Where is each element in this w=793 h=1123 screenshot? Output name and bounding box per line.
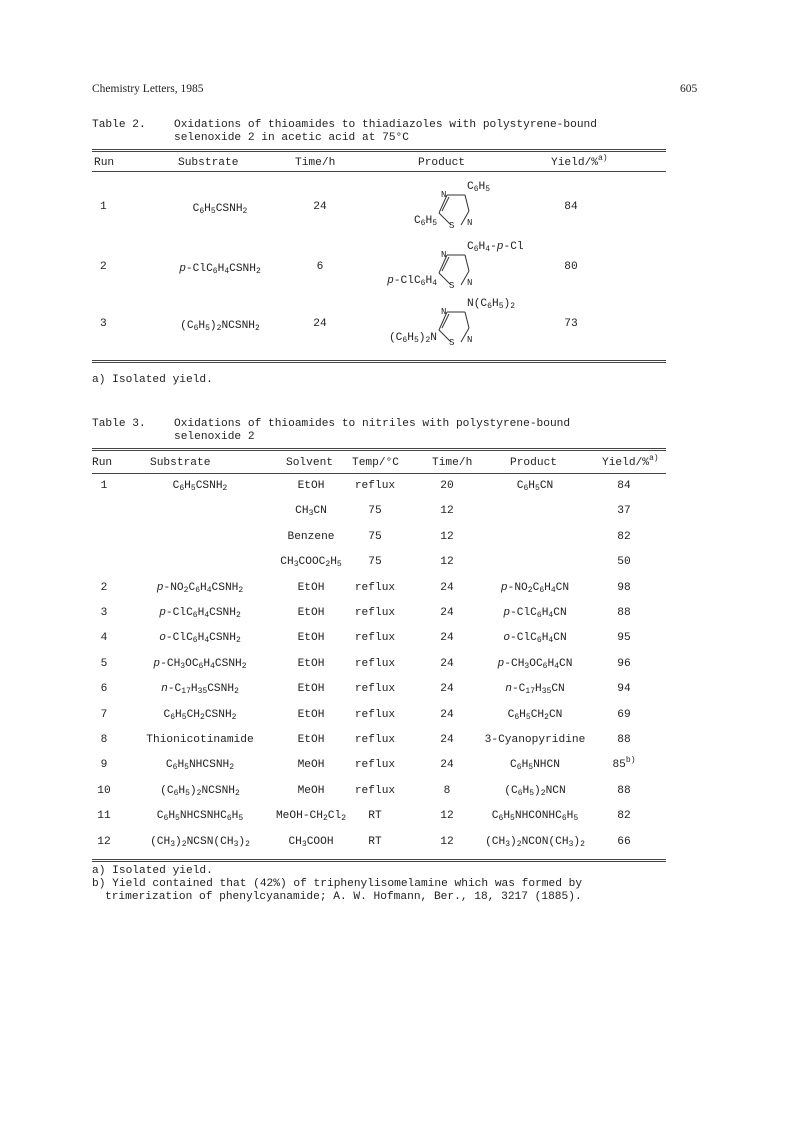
table3-solvent: MeOH-$CH_2Cl_2$: [275, 810, 347, 824]
table3-yield: 84: [617, 480, 631, 492]
table3-yield: 69: [617, 708, 631, 721]
table3-yield: 98: [617, 581, 631, 594]
table2-product-r3: $C_6H_5$: [467, 181, 491, 194]
table3-solvent: Benzene: [287, 530, 335, 543]
table3-header-substrate: Substrate: [150, 457, 211, 469]
table2-substrate: $(C_6H_5)_2NCSNH_2$: [180, 320, 260, 333]
table3-substrate: $n-C_{17}H_{35}CSNH_2$: [161, 683, 239, 697]
table3-run: 12: [97, 835, 111, 848]
table3-run: 4: [100, 632, 108, 645]
table2-substrate: $C_6H_5CSNH_2$: [192, 203, 248, 216]
table2-top-rule: [92, 149, 666, 150]
table3-header-run: Run: [92, 457, 113, 469]
table3-yield: 94: [617, 683, 631, 696]
table2-run: 1: [100, 201, 107, 213]
table3-run: 10: [97, 784, 111, 797]
table3-run: 1: [100, 480, 108, 492]
table3-product: $C_6H_5NHCN$: [510, 759, 560, 773]
table3-product: $p-CH_3OC_6H_4CN$: [497, 657, 573, 671]
table2-caption-line2: selenoxide 2 in acetic acid at 75°C: [174, 132, 409, 144]
table3-yield: 85$^{b)}$: [612, 756, 636, 772]
table3-footnote-a: a) Isolated yield.: [92, 865, 213, 877]
table3-time: 20: [440, 480, 454, 492]
table2-substrate: $p-ClC_6H_4CSNH_2$: [179, 263, 261, 276]
page-number: 605: [680, 83, 698, 95]
table3-header-yield: Yield/%$^{a)}$: [602, 454, 659, 469]
ring-atom-n: N: [441, 190, 447, 200]
table3-substrate: $C_6H_5CSNH_2$: [172, 480, 228, 493]
table2-bottom-rule: [92, 360, 666, 361]
table2-yield: 73: [564, 318, 578, 330]
table2-header-run: Run: [94, 157, 115, 169]
table3-solvent: EtOH: [297, 708, 325, 721]
table3-time: 8: [443, 784, 451, 797]
table3-yield: 82: [617, 530, 631, 543]
ring-bond: [465, 255, 469, 271]
table3-yield: 50: [617, 556, 631, 569]
table3-time: 24: [440, 581, 454, 594]
table3-bottom-rule-double: [92, 861, 666, 862]
table3-temp: reflux: [354, 784, 396, 797]
table3-substrate: $p-CH_3OC_6H_4CSNH_2$: [153, 657, 247, 671]
ring-atom-n: N: [441, 250, 447, 260]
table3-header-product: Product: [510, 457, 557, 469]
table3-solvent: EtOH: [297, 607, 325, 619]
table3-header-solvent: Solvent: [286, 457, 333, 469]
table3-time: 24: [440, 632, 454, 645]
ring-atom-n: N: [441, 307, 447, 317]
table3-time: 24: [440, 708, 454, 721]
table2-product-r3: $N(C_6H_5)_2$: [467, 298, 516, 311]
running-header: Chemistry Letters, 1985: [92, 83, 204, 95]
table3-solvent: $CH_3COOH$: [288, 835, 334, 849]
table3-yield: 88: [617, 607, 631, 619]
table3-run: 11: [97, 810, 111, 823]
table3-temp: reflux: [354, 759, 396, 772]
table2-time: 6: [316, 261, 324, 273]
table2-footnote: a) Isolated yield.: [92, 374, 213, 386]
table3-temp: RT: [368, 835, 382, 848]
table3-product: $o-ClC_6H_4CN$: [503, 632, 567, 646]
table3-time: 24: [440, 759, 454, 772]
table3-substrate: $C_6H_5NHCSNHC_6H_5$: [156, 810, 244, 824]
table2-header-rule: [92, 171, 666, 172]
table3-footnote-b: b) Yield contained that (42%) of triphenylisomelamine which was formed by: [92, 878, 583, 890]
table3-top-rule-double: [92, 450, 666, 451]
table3-substrate: $(CH_3)_2NCSN(CH_3)_2$: [150, 835, 250, 849]
table3-solvent: MeOH: [297, 759, 325, 772]
table3-substrate: Thionicotinamide: [146, 734, 254, 746]
table2-time: 24: [313, 318, 327, 330]
table3-solvent: EtOH: [297, 581, 325, 594]
table3-solvent: EtOH: [297, 734, 325, 746]
table3-temp: 75: [368, 505, 382, 518]
table2-top-rule-double: [92, 151, 666, 152]
table3-substrate: $p-ClC_6H_4CSNH_2$: [159, 607, 241, 620]
ring-atom-n: N: [467, 218, 473, 228]
table3-temp: 75: [368, 530, 382, 543]
table3-run: 3: [100, 607, 108, 619]
table3-run: 8: [100, 734, 108, 746]
table2-header-product: Product: [418, 157, 465, 169]
table3-temp: reflux: [354, 657, 396, 670]
table3-label: Table 3.: [92, 418, 146, 430]
table3-solvent: MeOH: [297, 784, 325, 797]
table3-time: 24: [440, 734, 454, 746]
table3-caption-line2: selenoxide 2: [174, 431, 255, 443]
table2-header-time: Time/h: [295, 157, 336, 169]
table3-substrate: $p-NO_2C_6H_4CSNH_2$: [156, 581, 244, 595]
table2-product-r5: $(C_6H_5)_2N$: [388, 332, 437, 345]
table3-yield: 95: [617, 632, 631, 645]
table3-product: $(C_6H_5)_2NCN$: [504, 784, 566, 798]
table3-product: $C_6H_5NHCONHC_6H_5$: [491, 810, 579, 824]
table3-time: 12: [440, 530, 454, 543]
table3-run: 5: [100, 657, 108, 670]
table3-yield: 66: [617, 835, 631, 848]
table3-time: 24: [440, 683, 454, 696]
table3-substrate: $C_6H_5CH_2CSNH_2$: [163, 708, 237, 722]
table3-yield: 96: [617, 657, 631, 670]
table3-solvent: $CH_3COOC_2H_5$: [280, 556, 342, 570]
table3-temp: 75: [368, 556, 382, 569]
table2-yield: 80: [564, 261, 578, 273]
table3-product: 3-Cyanopyridine: [484, 734, 586, 746]
table2-header-substrate: Substrate: [178, 157, 239, 169]
table3-yield: 88: [617, 784, 631, 797]
table3-temp: reflux: [354, 734, 396, 746]
table3-substrate: $C_6H_5NHCSNH_2$: [165, 759, 235, 773]
table2-time: 24: [313, 201, 327, 213]
table3-substrate: $(C_6H_5)_2NCSNH_2$: [160, 784, 240, 798]
table3-solvent: EtOH: [297, 632, 325, 645]
table3-product: $n-C_{17}H_{35}CN$: [505, 683, 565, 697]
table3-solvent: EtOH: [297, 480, 325, 492]
table3-product: $(CH_3)_2NCON(CH_3)_2$: [485, 835, 585, 849]
table2-yield: 84: [564, 201, 578, 213]
table3-substrate: $o-ClC_6H_4CSNH_2$: [159, 632, 241, 646]
table3-solvent: EtOH: [297, 683, 325, 696]
table2-product-r3: $C_6H_4-p-Cl$: [467, 241, 524, 254]
ring-atom-n: N: [467, 335, 473, 345]
table2-product-r5: $p-ClC_6H_4$: [387, 275, 437, 288]
table3-time: 24: [440, 607, 454, 619]
ring-atom-n: N: [467, 278, 473, 288]
table3-bottom-rule: [92, 859, 666, 860]
ring-bond: [465, 195, 469, 211]
table3-temp: reflux: [354, 683, 396, 696]
table3-product: $C_6H_5CH_2CN$: [507, 708, 563, 722]
table3-time: 24: [440, 657, 454, 670]
table3-product: $C_6H_5CN$: [516, 480, 554, 493]
table2-run: 3: [100, 318, 107, 330]
ring-atom-s: S: [449, 338, 455, 348]
table3-run: 6: [100, 683, 108, 696]
table3-top-rule: [92, 448, 666, 449]
table3-run: 7: [100, 708, 108, 721]
table3-product: $p-ClC_6H_4CN$: [503, 607, 567, 620]
table3-temp: reflux: [354, 480, 396, 492]
table3-header-time: Time/h: [432, 457, 473, 469]
table3-yield: 82: [617, 810, 631, 823]
table3-time: 12: [440, 556, 454, 569]
table3-solvent: $CH_3CN$: [295, 505, 327, 519]
table3-temp: reflux: [354, 632, 396, 645]
table2-run: 2: [100, 261, 107, 273]
table3-time: 12: [440, 835, 454, 848]
table2-product-r5: $C_6H_5$: [413, 215, 437, 228]
table3-yield: 88: [617, 734, 631, 746]
table3-footnote-b-cont: trimerization of phenylcyanamide; A. W. Hofmann, Ber., 18, 3217 (1885).: [105, 891, 582, 903]
table3-temp: reflux: [354, 581, 396, 594]
table3-header-rule: [92, 473, 666, 474]
table3-product: $p-NO_2C_6H_4CN$: [500, 581, 570, 595]
table3-time: 12: [440, 505, 454, 518]
table3-solvent: EtOH: [297, 657, 325, 670]
table3-temp: RT: [368, 810, 382, 823]
ring-bond: [465, 312, 469, 328]
table3-yield: 37: [617, 505, 631, 518]
table3-temp: reflux: [354, 607, 396, 619]
ring-atom-s: S: [449, 281, 455, 291]
table3-run: 2: [100, 581, 108, 594]
table3-caption-line1: Oxidations of thioamides to nitriles with polystyrene-bound: [174, 418, 571, 430]
table2-header-yield: Yield/%$^{a)}$: [551, 154, 608, 169]
table2-label: Table 2.: [92, 119, 146, 131]
table3-run: 9: [100, 759, 108, 772]
ring-atom-s: S: [449, 221, 455, 231]
table2-caption-line1: Oxidations of thioamides to thiadiazoles with polystyrene-bound: [174, 119, 597, 131]
table3-time: 12: [440, 810, 454, 823]
table3-temp: reflux: [354, 708, 396, 721]
table3-header-temp: Temp/°C: [352, 457, 399, 469]
table2-bottom-rule-double: [92, 362, 666, 363]
